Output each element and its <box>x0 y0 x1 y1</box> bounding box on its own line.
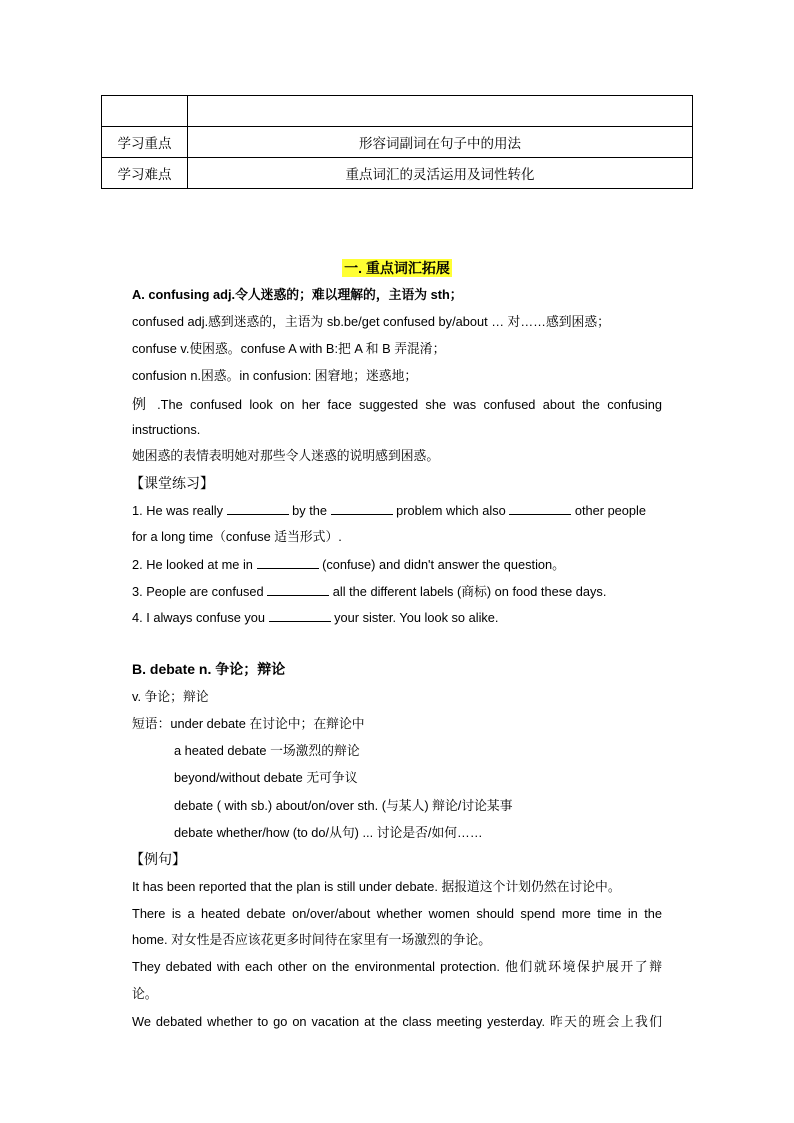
practice-question <box>132 582 606 601</box>
example-sentence-continued: home. 对女性是否应该花更多时间待在家里有一场激烈的争论。 <box>132 932 492 947</box>
vocab-a-heading: A. confusing adj.令人迷惑的；难以理解的，主语为 sth； <box>132 287 463 302</box>
vocab-a-line: confuse v.使困惑。confuse A with B:把 A 和 B 弄混淆； <box>132 341 446 356</box>
phrase-item: a heated debate 一场激烈的辩论 <box>174 743 360 758</box>
practice-question <box>132 501 646 520</box>
answer-blank[interactable] <box>509 501 571 515</box>
example-sentence-line: instructions. <box>132 422 201 437</box>
section-title <box>0 258 794 278</box>
study-info-table <box>101 95 693 189</box>
practice-heading: 【课堂练习】 <box>130 475 214 491</box>
answer-blank[interactable] <box>267 582 329 596</box>
vocab-a-line: confusion n.困惑。in confusion: 困窘地；迷惑地； <box>132 368 418 383</box>
phrase-item: debate ( with sb.) about/on/over sth. (与某人) 辩论/讨论某事 <box>174 798 513 813</box>
answer-blank[interactable] <box>227 501 289 515</box>
question-text: 1. He was really <box>132 503 224 518</box>
table-row <box>102 158 693 189</box>
example-sentence: They debated with each other on the environmental protection. 他们就环境保护展开了辩 <box>132 959 662 974</box>
question-text: 4. I always confuse you <box>132 610 266 625</box>
answer-blank[interactable] <box>269 608 331 622</box>
question-text: (confuse) and didn't answer the question。 <box>322 557 565 572</box>
table-row <box>102 127 693 158</box>
phrase-item: under debate 在讨论中；在辩论中 <box>170 716 365 731</box>
table-row-content <box>188 96 693 127</box>
answer-blank[interactable] <box>331 501 393 515</box>
question-text: your sister. You look so alike. <box>334 610 499 625</box>
phrase-item: debate whether/how (to do/从句) ... 讨论是否/如何…… <box>174 825 483 840</box>
example-sentence-continued: 论。 <box>132 986 158 1001</box>
example-translation: 她困惑的表情表明她对那些令人迷惑的说明感到困惑。 <box>132 448 440 463</box>
practice-question-continued: for a long time（confuse 适当形式）. <box>132 529 342 544</box>
vocab-b-verb: v. 争论；辩论 <box>132 689 209 704</box>
example-sentence: We debated whether to go on vacation at the class meeting yesterday. 昨天的班会上我们 <box>132 1014 662 1029</box>
vocab-a-line: confused adj.感到迷惑的，主语为 sb.be/get confused by/about … 对……感到困惑； <box>132 314 610 329</box>
question-text: all the different labels (商标) on food these days. <box>332 584 607 599</box>
phrases-line <box>132 715 365 733</box>
example-sentence: There is a heated debate on/over/about whether women should spend more time in the <box>132 906 662 921</box>
question-text: 2. He looked at me in <box>132 557 253 572</box>
phrases-label: 短语： <box>132 716 171 731</box>
example-sentence: It has been reported that the plan is still under debate. 据报道这个计划仍然在讨论中。 <box>132 879 621 894</box>
example-label: 例 <box>132 396 150 412</box>
practice-question <box>132 608 498 627</box>
question-text: other people <box>574 503 646 518</box>
table-row <box>102 96 693 127</box>
vocab-b-heading: B. debate n. 争论；辩论 <box>132 661 286 677</box>
table-row-label: 学习难点 <box>102 158 188 189</box>
phrase-item: beyond/without debate 无可争议 <box>174 770 358 785</box>
section-title-highlight: 一. 重点词汇拓展 <box>344 260 450 276</box>
practice-question <box>132 555 565 574</box>
answer-blank[interactable] <box>257 555 319 569</box>
table-row-content: 形容词副词在句子中的用法 <box>188 127 693 158</box>
examples-heading: 【例句】 <box>130 851 186 867</box>
question-text: 3. People are confused <box>132 584 264 599</box>
question-text: problem which also <box>396 503 506 518</box>
table-row-label <box>102 96 188 127</box>
table-row-content: 重点词汇的灵活运用及词性转化 <box>188 158 693 189</box>
table-row-label: 学习重点 <box>102 127 188 158</box>
example-text: .The confused look on her face suggested she was confused about the confusing <box>157 397 663 412</box>
example-sentence-line <box>132 395 662 414</box>
question-text: by the <box>292 503 328 518</box>
